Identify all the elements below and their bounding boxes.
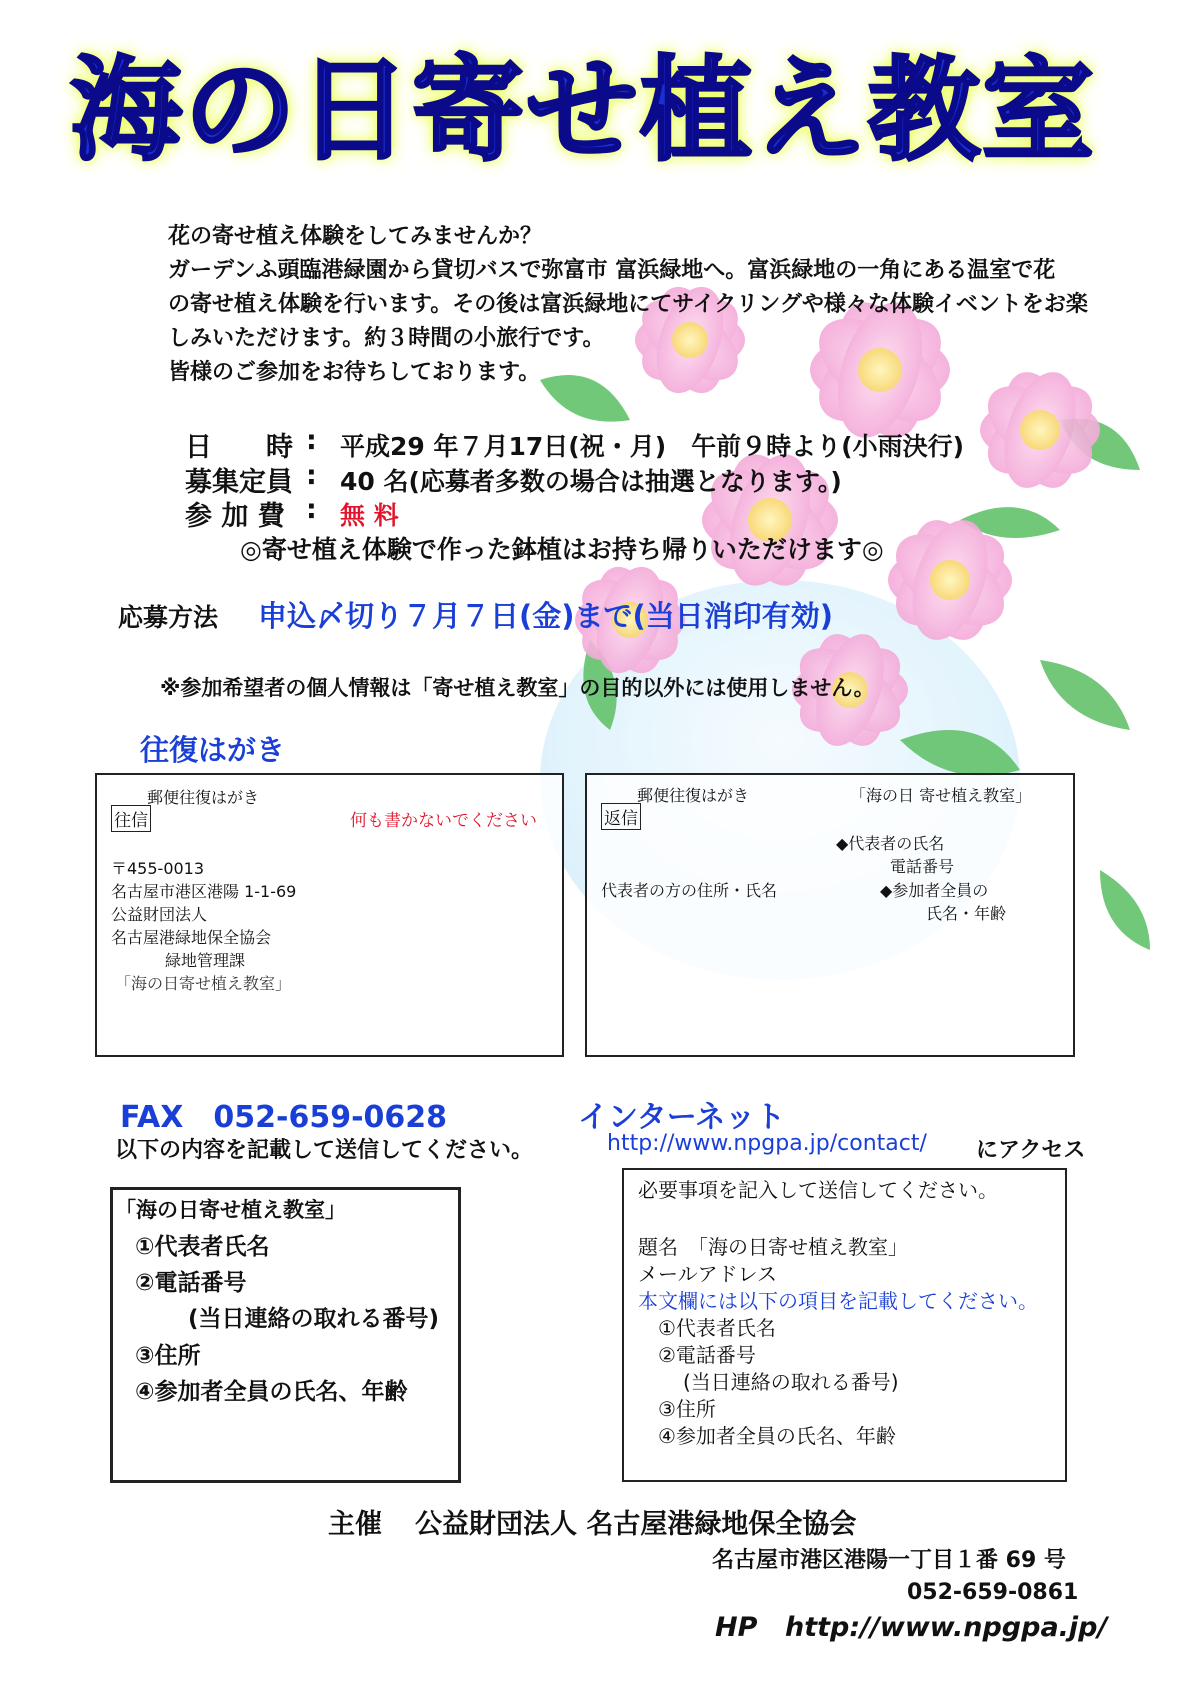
fax-item: ①代表者氏名: [135, 1234, 270, 1260]
internet-item: ④参加者全員の氏名、年齢: [658, 1424, 896, 1448]
internet-item: ②電話番号: [658, 1343, 756, 1367]
privacy-note: ※参加希望者の個人情報は「寄せ植え教室」の目的以外には使用しません。: [160, 676, 875, 700]
body-note: 本文欄には以下の項目を記載してください。: [638, 1289, 1038, 1313]
address-line: 名古屋港緑地保全協会: [111, 928, 272, 947]
fee-label: 参 加 費: [185, 501, 285, 532]
colon: :: [306, 460, 317, 491]
postcard-heading: 往復はがき: [140, 733, 286, 767]
internet-line: 題名 「海の日寄せ植え教室」: [638, 1235, 908, 1259]
reply-field: 氏名・年齢: [926, 904, 1007, 923]
internet-heading: インターネット: [578, 1100, 786, 1135]
postcard-title: 郵便往復はがき: [637, 786, 750, 805]
fax-item: ②電話番号: [135, 1270, 247, 1296]
reply-field: ◆参加者全員の: [880, 881, 989, 900]
colon: :: [306, 494, 317, 525]
apply-label: 応募方法: [118, 603, 219, 632]
hp-label: HP: [715, 1612, 758, 1643]
internet-line: 必要事項を記入して送信してください。: [638, 1178, 998, 1202]
intro-line: 花の寄せ植え体験をしてみませんか？: [168, 224, 543, 249]
organizer-phone: 052-659-0861: [907, 1580, 1079, 1605]
organizer-address: 名古屋市港区港陽一丁目１番 69 号: [712, 1548, 1066, 1573]
postcard-title: 郵便往復はがき: [147, 788, 260, 807]
fax-item: 「海の日寄せ植え教室」: [115, 1198, 346, 1222]
outgoing-tag: 往信: [111, 805, 151, 832]
internet-line: メールアドレス: [638, 1262, 777, 1286]
apply-deadline: 申込〆切り７月７日(金)まで(当日消印有効): [258, 599, 834, 633]
colon: :: [306, 425, 317, 456]
organizer-label: 主催: [328, 1509, 382, 1540]
date-label: 日 時: [185, 432, 293, 463]
fax-item: (当日連絡の取れる番号): [188, 1306, 440, 1332]
fax-item: ③住所: [135, 1343, 201, 1369]
homepage-link[interactable]: http://www.npgpa.jp/: [785, 1612, 1108, 1643]
intro-line: しみいただけます。約３時間の小旅行です。: [168, 326, 605, 351]
address-line: 〒455-0013: [111, 859, 205, 878]
date-value: 平成29 年７月17日(祝・月) 午前９時より(小雨決行): [340, 432, 964, 461]
section-name: 緑地管理課: [165, 951, 246, 970]
capacity-label: 募集定員: [185, 467, 293, 498]
fax-item: ④参加者全員の氏名、年齢: [135, 1379, 408, 1405]
reply-field: 電話番号: [890, 857, 955, 876]
reply-tag: 返信: [601, 803, 641, 830]
take-home-note: ◎寄せ植え体験で作った鉢植はお持ち帰りいただけます◎: [240, 535, 884, 564]
fax-instruction: 以下の内容を記載して送信してください。: [115, 1138, 534, 1163]
intro-line: 皆様のご参加をお待ちしております。: [168, 360, 541, 385]
address-line: 名古屋市港区港陽 1-1-69: [111, 882, 297, 901]
capacity-value: 40 名(応募者多数の場合は抽選となります。): [340, 467, 842, 496]
address-line: 公益財団法人: [111, 905, 208, 924]
fee-value: 無 料: [340, 501, 399, 530]
contact-url-link[interactable]: http://www.npgpa.jp/contact/: [607, 1131, 927, 1156]
fax-heading: FAX 052-659-0628: [120, 1100, 448, 1135]
internet-item: ③住所: [658, 1397, 716, 1421]
internet-item: ①代表者氏名: [658, 1316, 776, 1340]
reply-field: ◆代表者の氏名: [836, 834, 945, 853]
reply-event-name: 「海の日 寄せ植え教室」: [850, 786, 1032, 805]
organizer-name: 公益財団法人 名古屋港緑地保全協会: [415, 1509, 857, 1540]
access-text: にアクセス: [976, 1138, 1086, 1163]
intro-line: ガーデンふ頭臨港緑園から貸切バスで弥富市 富浜緑地へ。富浜緑地の一角にある温室で花: [168, 258, 1056, 283]
internet-item: (当日連絡の取れる番号): [683, 1370, 899, 1394]
event-name: 「海の日寄せ植え教室」: [115, 974, 292, 993]
page-title: 海の日寄せ植え教室: [70, 46, 1096, 176]
do-not-write-warning: 何も書かないでください: [350, 811, 537, 831]
intro-line: の寄せ植え体験を行います。その後は富浜緑地にてサイクリングや様々な体験イベントをお楽: [168, 292, 1088, 317]
reply-field: 代表者の方の住所・氏名: [601, 881, 778, 900]
